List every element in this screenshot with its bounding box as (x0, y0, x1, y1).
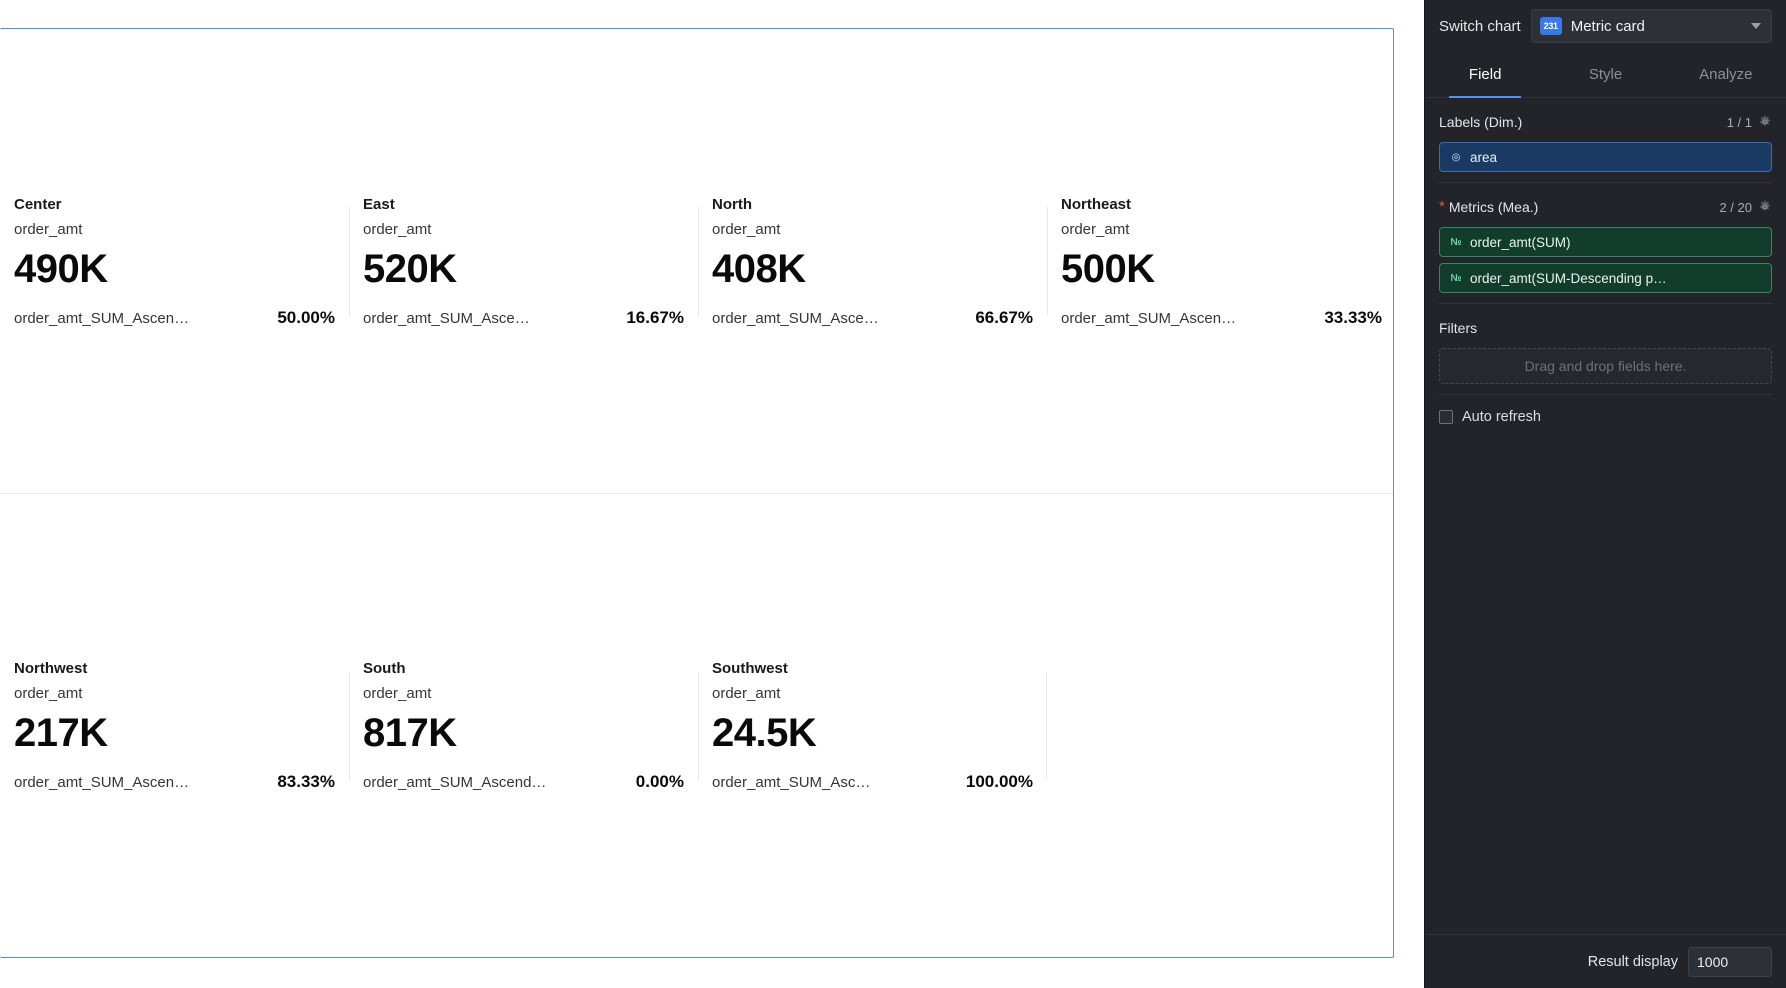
metric-card-footer-label: order_amt_SUM_Ascen… (14, 309, 190, 327)
metric-card-subtitle: order_amt (363, 220, 432, 238)
tab-field[interactable] (1425, 52, 1545, 97)
metric-card-footer (712, 772, 1033, 792)
metric-card-center[interactable] (0, 29, 349, 493)
metrics-section (1425, 183, 1786, 304)
metric-card-northeast[interactable] (1047, 29, 1394, 493)
metric-card-footer-label: order_amt_SUM_Asce… (363, 309, 530, 327)
metric-card-footer (363, 772, 684, 792)
metric-card-empty-slot (1047, 494, 1393, 958)
auto-refresh-checkbox[interactable] (1439, 410, 1453, 424)
metric-card-icon: 231 (1540, 17, 1562, 35)
metric-card-title: Center (14, 195, 62, 213)
metric-card-footer-label: order_amt_SUM_Ascen… (1061, 309, 1237, 327)
gear-icon[interactable] (1758, 115, 1772, 129)
metric-card-subtitle: order_amt (14, 685, 83, 703)
filters-dropzone-label: Drag and drop fields here. (1524, 358, 1687, 374)
labels-section-title: Labels (Dim.) (1439, 114, 1523, 130)
number-icon: № (1450, 236, 1462, 248)
metric-card-east[interactable] (349, 29, 698, 493)
metrics-section-count: 2 / 20 (1719, 199, 1752, 215)
metric-card-title: Northeast (1061, 195, 1132, 213)
metric-card-footer-value: 83.33% (277, 772, 335, 792)
metric-card-subtitle: order_amt (712, 220, 781, 238)
metric-card-title: Southwest (712, 660, 788, 678)
metric-card-chart[interactable] (0, 28, 1394, 958)
tab-analyze-label: Analyze (1699, 66, 1753, 83)
number-icon: № (1450, 272, 1462, 284)
field-chip-label: area (1470, 149, 1498, 165)
field-chip-order-amt-sum-descending[interactable] (1439, 263, 1772, 293)
metric-card-footer (712, 308, 1033, 328)
metric-card-title: East (363, 195, 395, 213)
gear-icon[interactable] (1758, 200, 1772, 214)
auto-refresh-label: Auto refresh (1462, 409, 1541, 425)
metric-card-value: 500K (1061, 246, 1155, 291)
metric-card-title: South (363, 660, 406, 678)
filters-section-title: Filters (1439, 320, 1478, 336)
metric-card-southwest[interactable] (698, 494, 1047, 958)
metrics-section-header (1439, 193, 1772, 221)
switch-chart-bar (1425, 0, 1786, 52)
metrics-section-title: Metrics (Mea.) (1448, 199, 1539, 215)
filters-dropzone[interactable] (1439, 348, 1772, 384)
metric-card-row (0, 29, 1393, 494)
metric-card-footer (363, 308, 684, 328)
labels-section-count: 1 / 1 (1726, 114, 1752, 130)
metric-card-row (0, 494, 1393, 958)
chevron-down-icon[interactable] (1751, 23, 1761, 29)
field-chip-order-amt-sum[interactable] (1439, 227, 1772, 257)
metric-card-north[interactable] (698, 29, 1047, 493)
metric-card-footer-value: 50.00% (277, 307, 335, 327)
metric-card-footer-label: order_amt_SUM_Asc… (712, 774, 871, 792)
labels-section (1425, 98, 1786, 183)
chart-config-panel (1424, 0, 1786, 988)
tab-analyze[interactable] (1666, 52, 1786, 97)
metric-card-footer-value: 33.33% (1324, 307, 1382, 327)
field-chip-label: order_amt(SUM) (1470, 234, 1571, 250)
metric-card-value: 217K (14, 711, 108, 756)
field-chip-area[interactable] (1439, 142, 1772, 172)
metric-card-value: 408K (712, 246, 806, 291)
field-chip-label: order_amt(SUM-Descending p… (1470, 270, 1667, 286)
metric-card-value: 490K (14, 246, 108, 291)
metric-card-title: Northwest (14, 660, 88, 678)
metric-card-footer-label: order_amt_SUM_Asce… (712, 309, 879, 327)
metric-card-footer-value: 100.00% (965, 772, 1033, 792)
switch-chart-label: Switch chart (1439, 17, 1521, 35)
metric-card-footer (14, 772, 335, 792)
result-display-bar (1425, 934, 1786, 988)
metric-card-value: 817K (363, 711, 457, 756)
config-tabs (1425, 52, 1786, 98)
metric-card-footer-value: 66.67% (975, 307, 1033, 327)
labels-section-header (1439, 108, 1772, 136)
result-display-label: Result display (1587, 953, 1678, 970)
metric-card-footer (1061, 308, 1382, 328)
metric-card-footer-label: order_amt_SUM_Ascend… (363, 774, 547, 792)
result-display-input[interactable] (1688, 947, 1772, 977)
auto-refresh-row[interactable] (1425, 395, 1786, 425)
metric-card-value: 520K (363, 246, 457, 291)
metric-card-footer-value: 0.00% (635, 772, 684, 792)
required-asterisk: * (1439, 198, 1445, 215)
metric-card-value: 24.5K (712, 711, 817, 756)
metric-card-subtitle: order_amt (363, 685, 432, 703)
tab-field-label: Field (1468, 66, 1502, 83)
chart-type-select[interactable] (1531, 9, 1772, 43)
metric-card-footer-label: order_amt_SUM_Ascen… (14, 774, 190, 792)
panel-filler (1425, 425, 1786, 934)
tab-style[interactable] (1545, 52, 1665, 97)
metric-card-grid (0, 29, 1393, 957)
metric-card-subtitle: order_amt (14, 220, 83, 238)
tab-style-label: Style (1588, 66, 1623, 83)
metric-card-subtitle: order_amt (712, 685, 781, 703)
metric-card-footer (14, 308, 335, 328)
metric-card-footer-value: 16.67% (626, 307, 684, 327)
metric-card-title: North (712, 195, 752, 213)
filters-section (1425, 304, 1786, 395)
metric-card-south[interactable] (349, 494, 698, 958)
location-pin-icon: ◎ (1451, 151, 1461, 163)
filters-section-header (1439, 314, 1772, 342)
metric-card-subtitle: order_amt (1061, 220, 1130, 238)
chart-type-value: Metric card (1570, 17, 1645, 35)
metric-card-northwest[interactable] (0, 494, 349, 958)
